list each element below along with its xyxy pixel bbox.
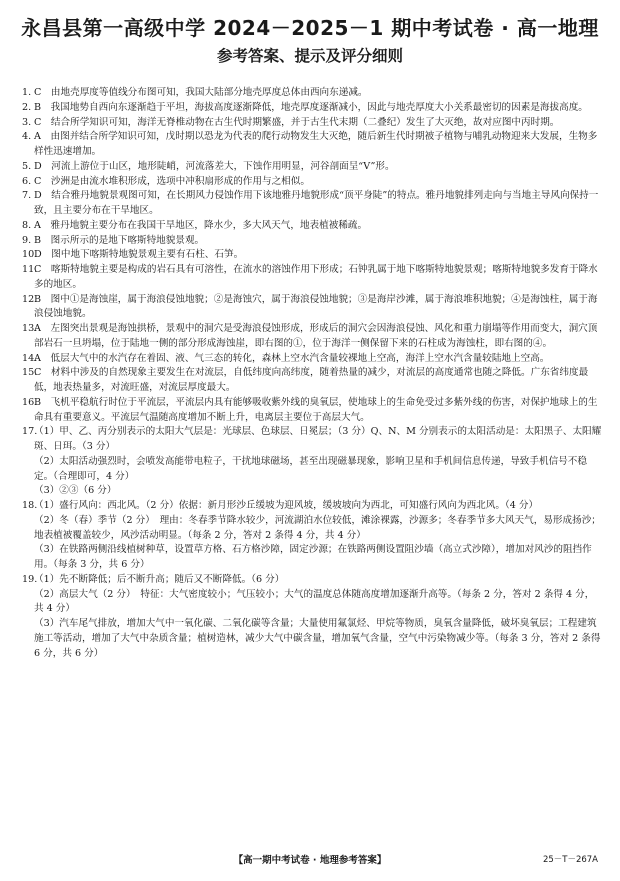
answer-number: 8. xyxy=(22,219,32,231)
answer-item xyxy=(22,263,602,293)
answer-item xyxy=(22,101,602,116)
page-footer xyxy=(0,852,620,870)
answer-number: 17. xyxy=(22,426,38,438)
answer-number: 2. xyxy=(22,101,32,113)
answer-number: 3. xyxy=(22,116,32,128)
answer-item xyxy=(22,499,602,573)
answer-number: 12. xyxy=(22,293,38,305)
answer-list xyxy=(22,86,602,661)
answer-number: 15. xyxy=(22,367,38,379)
answer-number: 19. xyxy=(22,573,38,585)
answer-number: 9. xyxy=(22,234,32,246)
answer-text: A 左图突出景观是海蚀拱桥，景观中的洞穴是受海浪侵蚀形成，形成后的洞穴会因海浪侵蚀、风化和重力崩塌等作用而变大，洞穴顶部岩石一旦坍塌，位于陆地一侧的部分形成海蚀崖，即右图的①，位于海洋一侧保留下来的石柱成为海蚀柱，即右图的④。 xyxy=(34,323,598,349)
answer-item xyxy=(22,573,602,662)
answer-subpart: （2）高层大气（2 分） 特征：大气密度较小；气压较小；大气的温度总体随高度增加逐渐升高等。（每条 2 分，答对 2 条得 4 分，共 4 分） xyxy=(34,588,595,615)
answer-text: D 结合雅丹地貌景观图可知，在长期风力侵蚀作用下该地雅丹地貌形成“顶平身陡”的特点。雅丹地貌排列走向与当地主导风向保持一致，且主要分布在干旱地区。 xyxy=(34,190,599,216)
answer-text: C 由地壳厚度等值线分布图可知，我国大陆部分地壳厚度总体由西向东递减。 xyxy=(34,87,368,98)
answer-item xyxy=(22,86,602,101)
answer-subpart: （3）在铁路两侧沿线植树种草，设置草方格、石方格沙障，固定沙源；在铁路两侧设置阻沙墙（高立式沙障），增加对风沙的阻挡作用。（每条 3 分，共 6 分） xyxy=(34,544,592,570)
answer-text: （1）盛行风向：西北风。（2 分）依据：新月形沙丘缓坡为迎风坡，缓坡坡向为西北，可知盛行风向为西北风。（4 分） xyxy=(34,500,539,511)
answer-number: 14. xyxy=(22,352,38,364)
answer-text: C 喀斯特地貌主要是构成的岩石具有可溶性，在流水的溶蚀作用下形成；石钟乳属于地下喀斯特地貌景观；喀斯特地貌多发育于降水多的地区。 xyxy=(34,264,598,290)
answer-number: 6. xyxy=(22,175,32,187)
answer-text: C 结合所学知识可知，海洋无脊椎动物在古生代时期繁盛，并于古生代末期（二叠纪）发生了大灭绝，故对应图中丙时期。 xyxy=(34,116,560,128)
answer-item xyxy=(22,322,602,352)
answer-item xyxy=(22,175,602,190)
answer-number: 18. xyxy=(22,500,38,511)
answer-item xyxy=(22,248,602,263)
answer-text: B 图示所示的是地下喀斯特地貌景观。 xyxy=(34,234,205,246)
answer-subpart: （3）汽车尾气排放，增加大气中一氧化碳、二氧化碳等含量；大量使用氟氯烃、甲烷等物质，臭氧含量降低，破坏臭氧层；工程建筑施工等活动，增加了大气中杂质含量；植树造林，减少大气中碳含量，增加氧气含量，空气中污染物减少等。（每条 3 分，答对 2 条得 6 分，共 6 分） xyxy=(34,618,601,659)
answer-item xyxy=(22,130,602,160)
answer-text: A 由图并结合所学知识可知，戊时期以恐龙为代表的爬行动物发生大灭绝，随后新生代时期被子植物与哺乳动物迎来大发展，生物多样性迅速增加。 xyxy=(34,131,598,157)
answer-text: B 飞机平稳航行时位于平流层，平流层内具有能够吸收紫外线的臭氧层，使地球上的生命免受过多紫外线的伤害，对保护地球上的生命具有重要意义。平流层气温随高度增加不断上升，电离层主要位于高层大气。 xyxy=(34,396,598,423)
answer-number: 13. xyxy=(22,323,38,334)
answer-text: B 图中①是海蚀崖，属于海浪侵蚀地貌；②是海蚀穴，属于海浪侵蚀地貌；③是海岸沙滩，属于海浪堆积地貌；④是海蚀柱，属于海浪侵蚀地貌。 xyxy=(34,293,598,320)
answer-item xyxy=(22,219,602,234)
answer-item xyxy=(22,396,602,426)
answer-text: A 低层大气中的水汽存在着固、液、气三态的转化，森林上空水汽含量较裸地上空高，海洋上空水汽含量较陆地上空高。 xyxy=(34,352,550,364)
answer-item xyxy=(22,189,602,219)
answer-item xyxy=(22,425,602,499)
answer-item xyxy=(22,116,602,131)
footer-code: 25－T－267A xyxy=(542,855,598,865)
answer-subpart: （2）太阳活动强烈时，会喷发高能带电粒子，干扰地球磁场，甚至出现磁暴现象，影响卫星和手机间信息传递，导致手机信号不稳定。（合理即可，4 分） xyxy=(34,455,587,482)
answer-text: A 雅丹地貌主要分布在我国干旱地区，降水少，多大风天气，地表植被稀疏。 xyxy=(34,219,368,231)
answer-text: （1）先不断降低；后不断升高；随后又不断降低。（6 分） xyxy=(34,573,285,585)
footer-label: 【高一期中考试卷 · 地理参考答案】 xyxy=(233,855,387,866)
answer-number: 16. xyxy=(22,396,38,408)
answer-number: 5. xyxy=(22,160,32,172)
answer-item xyxy=(22,160,602,175)
answer-text: （1）甲、乙、丙分别表示的太阳大气层是：光球层、色球层、日冕层；（3 分）Q、N、M 分别表示的太阳活动是：太阳黑子、太阳耀斑、日珥。（3 分） xyxy=(34,426,602,452)
answer-text: C 沙洲是由流水堆积形成，选项中冲积扇形成的作用与之相似。 xyxy=(34,175,310,187)
answer-number: 11. xyxy=(22,264,38,275)
answer-item xyxy=(22,234,602,249)
answer-text: D 河流上游位于山区，地形陡峭，河流落差大，下蚀作用明显，河谷剖面呈“V”形。 xyxy=(34,160,395,172)
page-title: 永昌县第一高级中学 2024－2025－1 期中考试卷 · 高一地理 xyxy=(21,16,599,40)
answer-text: D 图中地下喀斯特地貌景观主要有石柱、石笋。 xyxy=(34,249,244,261)
answer-text: C 材料中涉及的自然现象主要发生在对流层，自低纬度向高纬度，随着热量的减少，对流层的高度通常也随之降低。广东省纬度最低，地表热量多，对流旺盛，对流层厚度最大。 xyxy=(34,367,589,393)
answer-item xyxy=(22,293,602,323)
page-subtitle: 参考答案、提示及评分细则 xyxy=(216,47,403,65)
answer-item xyxy=(22,366,602,396)
answer-subpart: （2）冬（春）季节（2 分） 理由：冬春季节降水较少，河流湖泊水位较低，滩涂裸露，沙源多；冬春季节多大风天气，易形成扬沙；地表植被覆盖较少，风沙活动明显。（每条 2 分，答对 2 条得 4 分，共 4 分） xyxy=(34,514,601,541)
answer-number: 4. xyxy=(22,131,32,143)
answer-text: B 我国地势自西向东逐渐趋于平坦，海拔高度逐渐降低，地壳厚度逐渐减小，因此与地壳厚度大小关系最密切的因素是海拔高度。 xyxy=(34,101,588,113)
answer-number: 1. xyxy=(22,87,32,98)
answer-item xyxy=(22,352,602,367)
answer-subpart: （3）②③（6 分） xyxy=(34,485,117,497)
answer-number: 10. xyxy=(22,249,38,261)
answer-number: 7. xyxy=(22,190,32,202)
